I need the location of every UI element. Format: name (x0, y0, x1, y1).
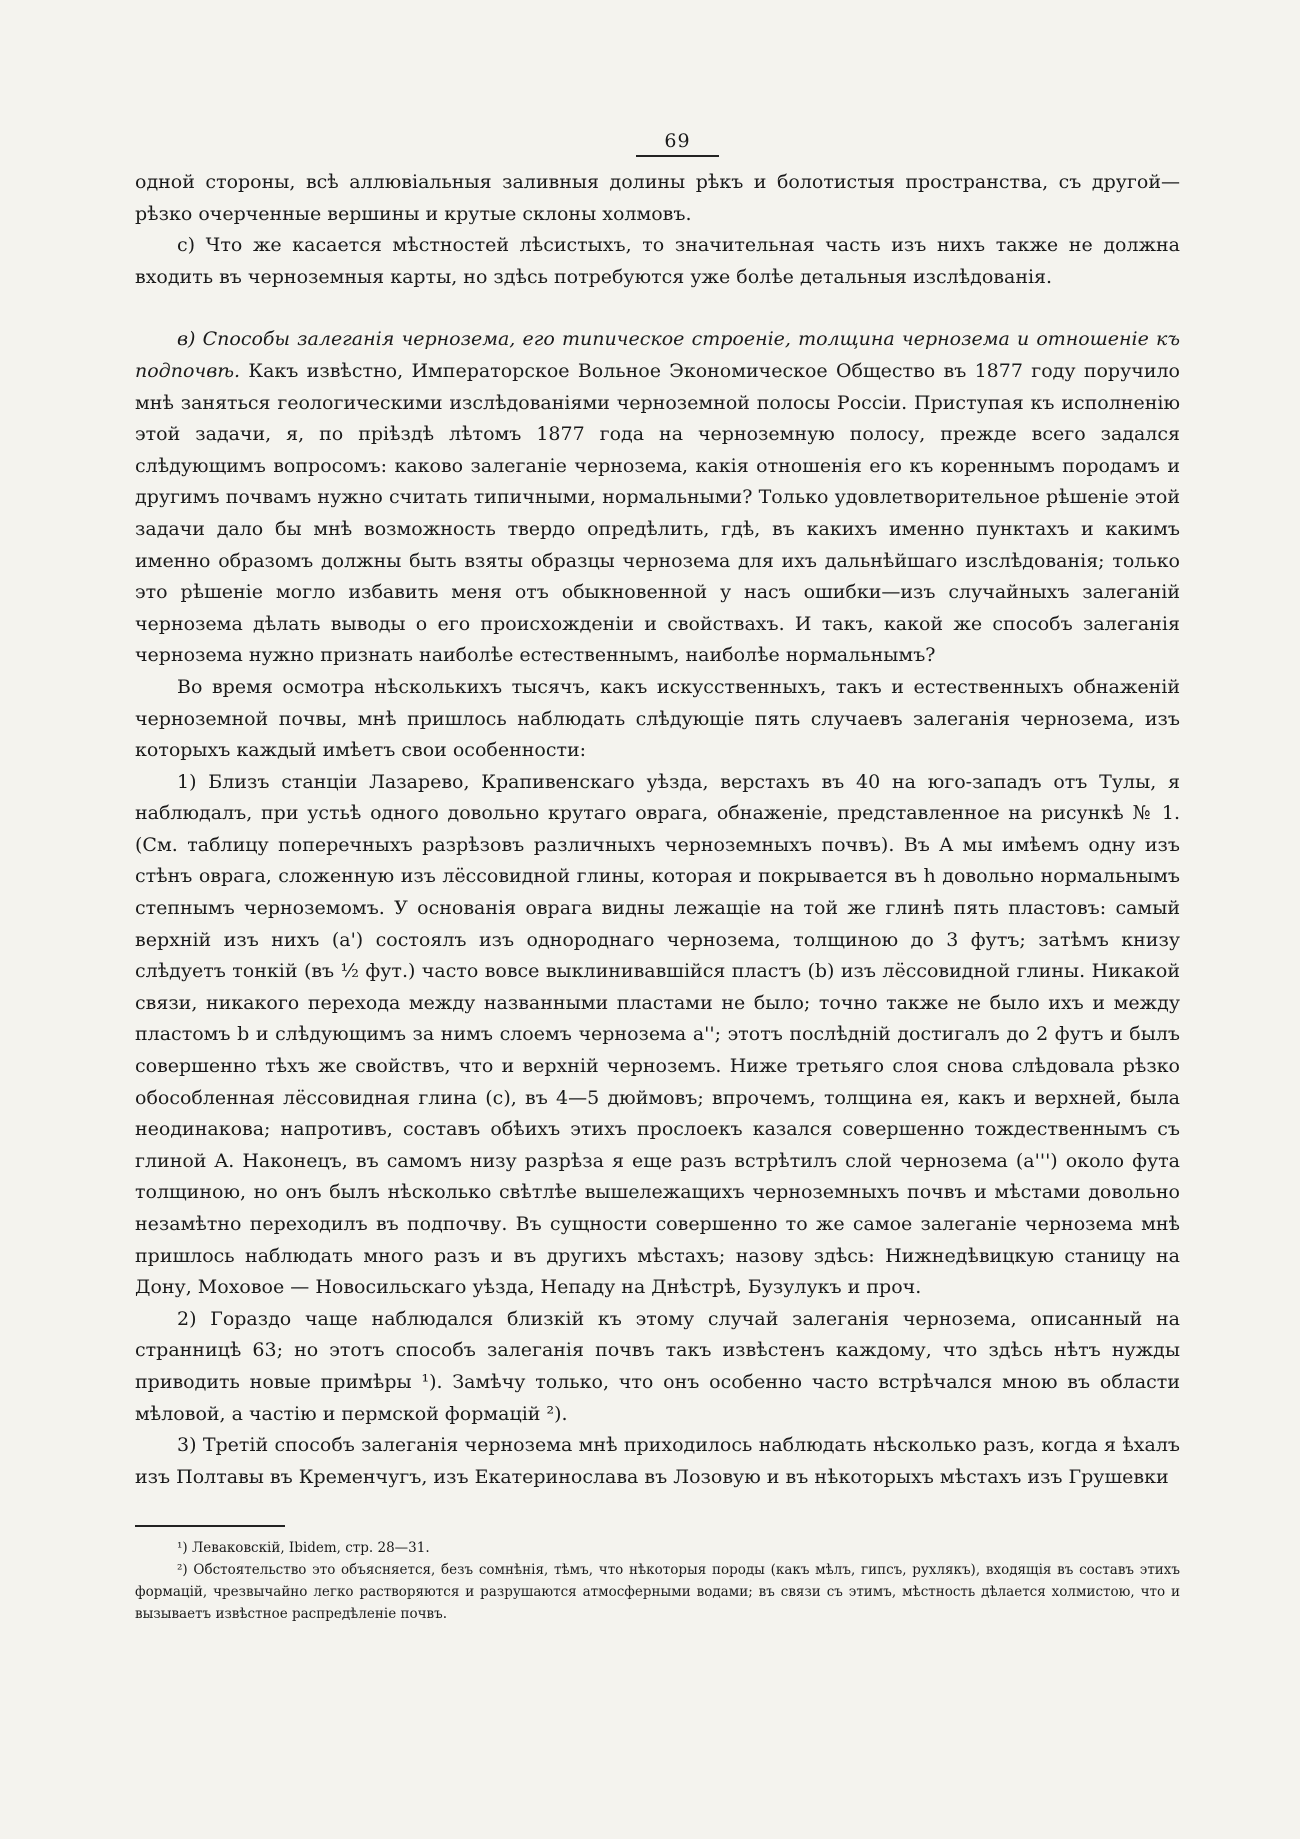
paragraph-4: Во время осмотра нѣсколькихъ тысячъ, какъ искусственныхъ, такъ и естественныхъ обнаженій черноземной почвы, мнѣ пришлось наблюдать слѣдующіе пять случаевъ залеганія чернозема, изъ которыхъ каждый имѣетъ свои особенности: (135, 675, 1180, 762)
paragraph-3-body: Какъ извѣстно, Императорское Вольное Экономическое Общество въ 1877 году поручило мнѣ заняться геологическими изслѣдованіями черноземной полосы Россіи. Приступая къ исполненію этой задачи, я, по пріѣздѣ лѣтомъ 1877 года на черноземную полосу, прежде всего задался слѣдующимъ вопросомъ: каково залеганіе чернозема, какія отношенія его къ кореннымъ породамъ и другимъ почвамъ нужно считать типичными, нормальными? Только удовлетворительное рѣшеніе этой задачи дало бы мнѣ возможность твердо опредѣлить, гдѣ, въ какихъ именно пунктахъ и какимъ именно образомъ должны быть взяты образцы чернозема для ихъ дальнѣйшаго изслѣдованія; только это рѣшеніе могло избавить меня отъ обыкновенной у насъ ошибки—изъ случайныхъ залеганій чернозема дѣлать выводы о его происхожденіи и свойствахъ. И такъ, какой же способъ залеганія чернозема нужно признать наиболѣе естественнымъ, наиболѣе нормальнымъ? (135, 359, 1180, 667)
section-heading-italic: в) Способы залеганія чернозема, его типическое строеніе, толщина чернозема и отношеніе къ подпочвѣ. (135, 328, 1180, 382)
page-number-block (175, 130, 1180, 157)
section-gap (135, 293, 1180, 324)
page-number: 69 (636, 130, 718, 157)
paragraph-1: одной стороны, всѣ аллювіальныя заливныя долины рѣкъ и болотистыя пространства, съ другой—рѣзко очерченные вершины и крутые склоны холмовъ. (135, 171, 1180, 225)
paragraph-3 (135, 324, 1180, 672)
document-page (135, 130, 1180, 1625)
paragraph-6: 2) Гораздо чаще наблюдался близкій къ этому случай залеганія чернозема, описанный на странницѣ 63; но этотъ способъ залеганія почвъ такъ извѣстенъ каждому, что здѣсь нѣтъ нужды приводить новые примѣры ¹). Замѣчу только, что онъ особенно часто встрѣчался мною въ области мѣловой, а частію и пермской формацій ²). (135, 1307, 1180, 1425)
footnote-divider (135, 1525, 285, 1527)
footnote-1: ¹) Леваковскій, Ibidem, стр. 28—31. (177, 1540, 430, 1557)
body-text (135, 167, 1180, 1493)
footnotes (135, 1537, 1180, 1625)
paragraph-5: 1) Близъ станціи Лазарево, Крапивенскаго уѣзда, верстахъ въ 40 на юго-западъ отъ Тулы, я наблюдалъ, при устьѣ одного довольно крутаго оврага, обнаженіе, представленное на рисункѣ № 1. (См. таблицу поперечныхъ разрѣзовъ различныхъ черноземныхъ почвъ). Въ A мы имѣемъ одну изъ стѣнъ оврага, сложенную изъ лёссовидной глины, которая и покрывается въ h довольно нормальнымъ степнымъ черноземомъ. У основанія оврага видны лежащіе на той же глинѣ пять пластовъ: самый верхній изъ нихъ (a') состоялъ изъ однороднаго чернозема, толщиною до 3 футъ; затѣмъ книзу слѣдуетъ тонкій (въ ½ фут.) часто вовсе выклинивавшійся пластъ (b) изъ лёссовидной глины. Никакой связи, никакого перехода между названными пластами не было; точно также не было ихъ и между пластомъ b и слѣдующимъ за нимъ слоемъ чернозема a''; этотъ послѣдній достигалъ до 2 футъ и былъ совершенно тѣхъ же свойствъ, что и верхній черноземъ. Ниже третьяго слоя снова слѣдовала рѣзко обособленная лёссовидная глина (c), въ 4—5 дюймовъ; впрочемъ, толщина ея, какъ и верхней, была неодинакова; напротивъ, составъ обѣихъ этихъ прослоекъ казался совершенно тождественнымъ съ глиной A. Наконецъ, въ самомъ низу разрѣза я еще разъ встрѣтилъ слой чернозема (a''') около фута толщиною, но онъ былъ нѣсколько свѣтлѣе вышележащихъ черноземныхъ почвъ и мѣстами довольно незамѣтно переходилъ въ подпочву. Въ сущности совершенно то же самое залеганіе чернозема мнѣ пришлось наблюдать много разъ и въ другихъ мѣстахъ; назову здѣсь: Нижнедѣвицкую станицу на Дону, Моховое — Новосильскаго уѣзда, Непаду на Днѣстрѣ, Бузулукъ и проч. (135, 770, 1180, 1299)
paragraph-7: 3) Третій способъ залеганія чернозема мнѣ приходилось наблюдать нѣсколько разъ, когда я ѣхалъ изъ Полтавы въ Кременчугъ, изъ Екатеринослава въ Лозовую и въ нѣкоторыхъ мѣстахъ изъ Грушевки (135, 1434, 1180, 1488)
paragraph-2: с) Что же касается мѣстностей лѣсистыхъ, то значительная часть изъ нихъ также не должна входить въ черноземныя карты, но здѣсь потребуются уже болѣе детальныя изслѣдованія. (135, 234, 1180, 288)
footnote-2: ²) Обстоятельство это объясняется, безъ сомнѣнія, тѣмъ, что нѣкоторыя породы (какъ мѣлъ, гипсъ, рухлякъ), входящія въ составъ этихъ формацій, чрезвычайно легко растворяются и разрушаются атмосферными водами; въ связи съ этимъ, мѣстность дѣлается холмистою, что и вызываетъ извѣстное распредѣленіе почвъ. (135, 1562, 1180, 1623)
